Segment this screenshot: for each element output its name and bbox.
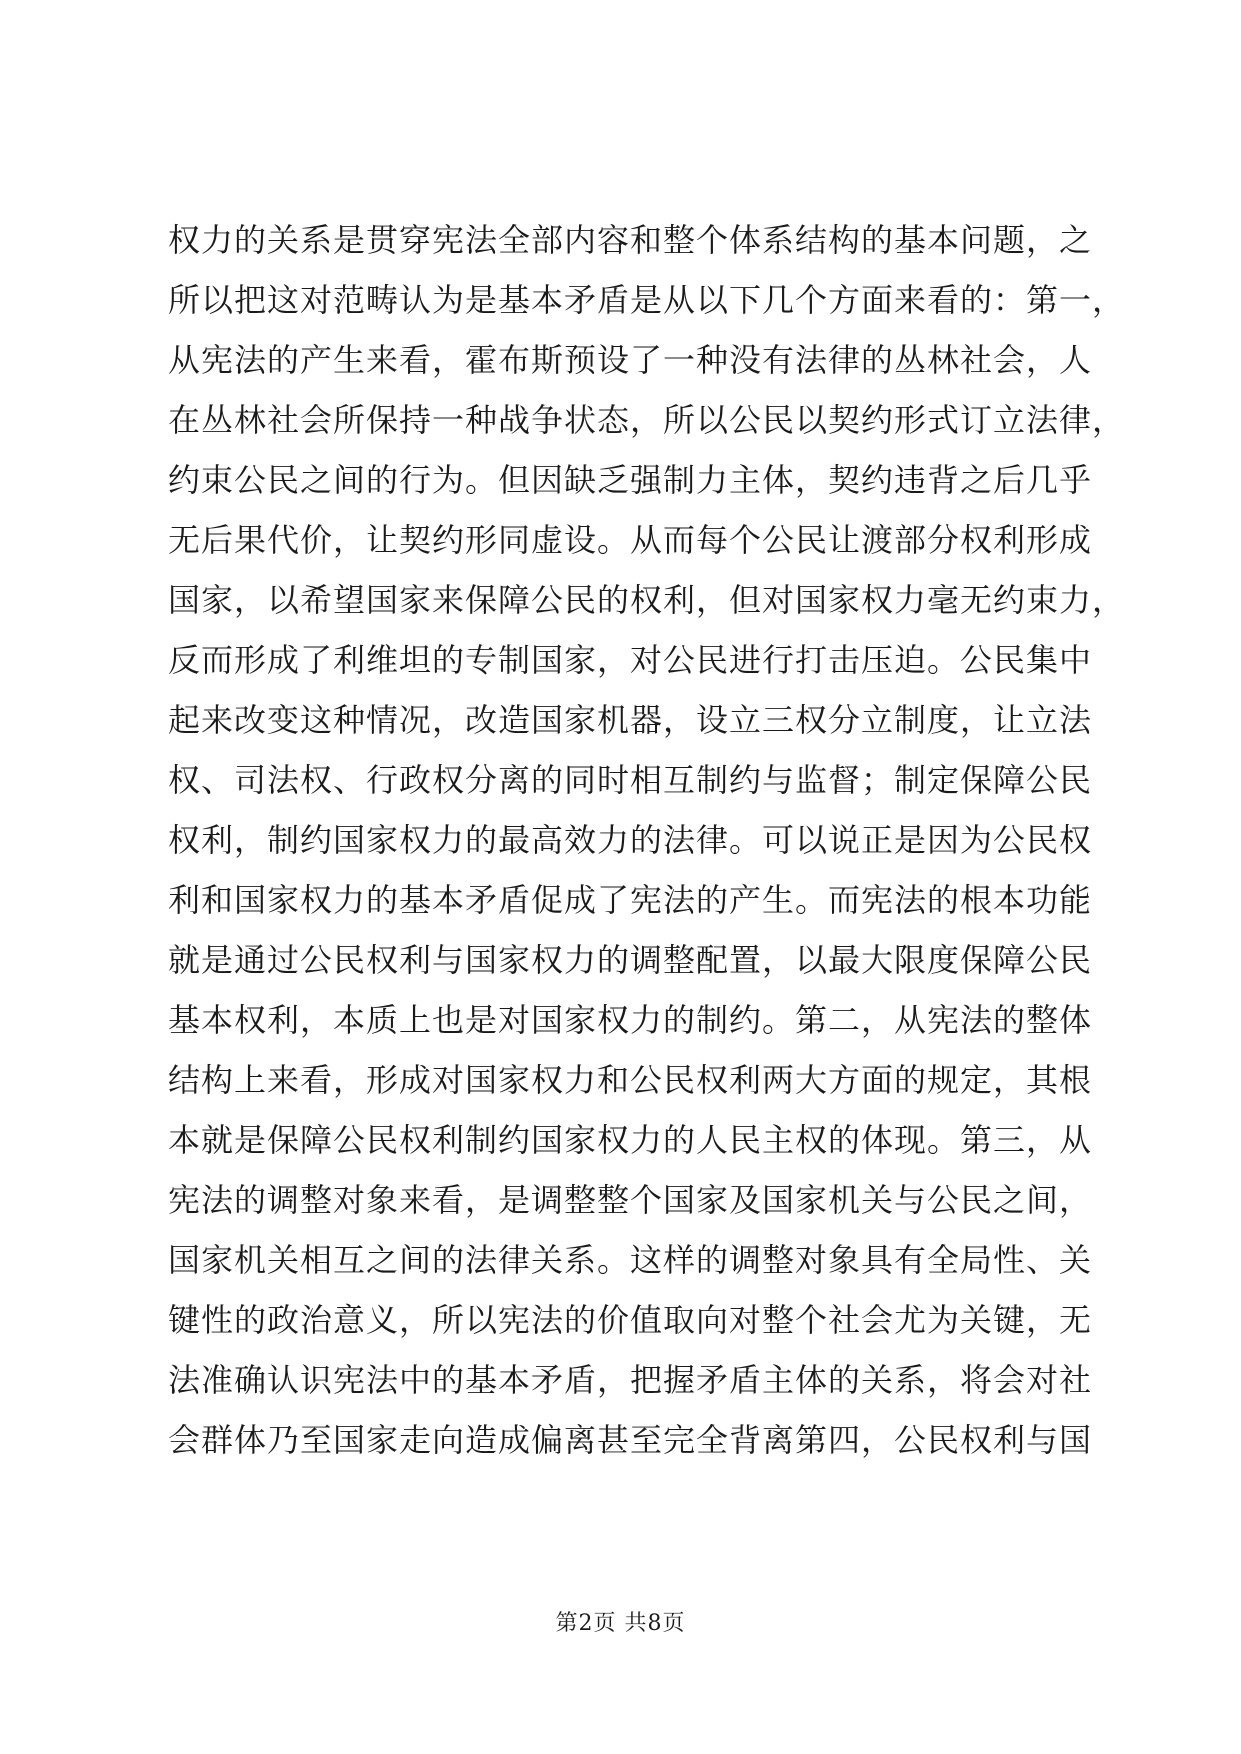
text-line: 约束公民之间的行为。但因缺乏强制力主体，契约违背之后几乎 xyxy=(168,461,1093,499)
text-line: 无后果代价，让契约形同虚设。从而每个公民让渡部分权利形成 xyxy=(168,521,1093,559)
text-line: 会群体乃至国家走向造成偏离甚至完全背离第四，公民权利与国 xyxy=(168,1421,1093,1459)
body-text xyxy=(168,210,1126,1470)
text-line: 国家，以希望国家来保障公民的权利，但对国家权力毫无约束力， xyxy=(168,581,1126,619)
text-line: 键性的政治意义，所以宪法的价值取向对整个社会尤为关键，无 xyxy=(168,1301,1093,1339)
text-line: 权力的关系是贯穿宪法全部内容和整个体系结构的基本问题，之 xyxy=(168,221,1093,259)
text-line: 法准确认识宪法中的基本矛盾，把握矛盾主体的关系，将会对社 xyxy=(168,1361,1093,1399)
text-line: 所以把这对范畴认为是基本矛盾是从以下几个方面来看的：第一， xyxy=(168,281,1126,319)
text-line: 国家机关相互之间的法律关系。这样的调整对象具有全局性、关 xyxy=(168,1241,1093,1279)
text-line: 从宪法的产生来看，霍布斯预设了一种没有法律的丛林社会，人 xyxy=(168,341,1093,379)
text-line: 结构上来看，形成对国家权力和公民权利两大方面的规定，其根 xyxy=(168,1061,1093,1099)
text-line: 反而形成了利维坦的专制国家，对公民进行打击压迫。公民集中 xyxy=(168,641,1093,679)
text-line: 起来改变这种情况，改造国家机器，设立三权分立制度，让立法 xyxy=(168,701,1093,739)
text-line: 宪法的调整对象来看，是调整整个国家及国家机关与公民之间， xyxy=(168,1181,1093,1219)
text-line: 就是通过公民权利与国家权力的调整配置，以最大限度保障公民 xyxy=(168,941,1093,979)
text-line: 本就是保障公民权利制约国家权力的人民主权的体现。第三，从 xyxy=(168,1121,1093,1159)
text-line: 在丛林社会所保持一种战争状态，所以公民以契约形式订立法律， xyxy=(168,401,1126,439)
text-line: 权利，制约国家权力的最高效力的法律。可以说正是因为公民权 xyxy=(168,821,1093,859)
text-line: 权、司法权、行政权分离的同时相互制约与监督；制定保障公民 xyxy=(168,761,1093,799)
text-line: 基本权利，本质上也是对国家权力的制约。第二，从宪法的整体 xyxy=(168,1001,1093,1039)
text-line: 利和国家权力的基本矛盾促成了宪法的产生。而宪法的根本功能 xyxy=(168,881,1093,919)
page-number-footer: 第2页 共8页 xyxy=(555,1611,686,1636)
